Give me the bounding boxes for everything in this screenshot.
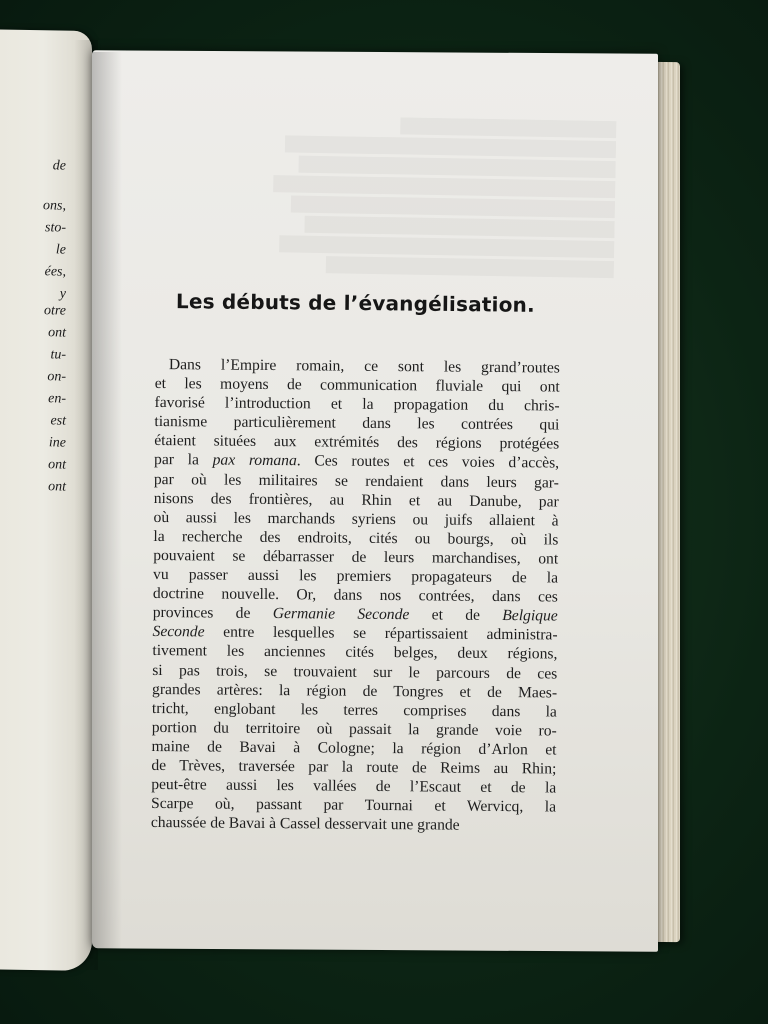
show-through-text <box>254 115 617 291</box>
left-page-fragment: otre <box>43 303 66 319</box>
body-line: par la pax romana. Ces routes et ces voies d’accès, <box>154 451 560 472</box>
body-paragraph <box>151 355 560 836</box>
right-gutter-shadow <box>92 52 122 950</box>
body-line: favorisé l’introduction et la propagation du chris- <box>154 394 560 415</box>
body-line: chaussée de Bavai à Cassel desservait une grande <box>150 814 460 834</box>
body-line: tivement les anciennes cités belges, deux régions, <box>152 642 558 663</box>
body-line: nisons des frontières, au Rhin et au Danube, par <box>153 489 559 511</box>
body-line: vu passer aussi les premiers propagateurs de la <box>153 566 559 587</box>
left-page-fragment: on- <box>47 369 66 385</box>
body-line: tricht, englobant les terres comprises dans la <box>151 699 557 721</box>
body-line: provinces de Germanie Seconde et de Belgique <box>152 604 558 625</box>
left-page-fragment: ine <box>48 435 66 451</box>
body-line: si pas trois, se trouvaient sur le parcours de ces <box>152 661 558 683</box>
body-line: maine de Bavai à Cologne; la région d’Arlon et <box>151 737 557 759</box>
left-page-fragment: ées, <box>44 264 66 280</box>
body-line: pouvaient se débarrasser de leurs marchandises, ont <box>153 546 559 568</box>
body-line: tianisme particulièrement dans les contrées qui <box>154 413 560 434</box>
left-page-fragment: ont <box>48 479 66 495</box>
left-page-fragment: sto- <box>45 220 66 236</box>
body-line: grandes artères: la région de Tongres et de Maes- <box>152 680 558 702</box>
left-page-fragment: le <box>55 242 66 258</box>
left-page-fragment: ont <box>48 325 66 341</box>
left-page-fragment: y <box>59 286 66 302</box>
body-line: de Trèves, traversée par la route de Reims au Rhin; <box>151 756 557 778</box>
left-page-fragment: en- <box>48 391 66 407</box>
body-line: Dans l’Empire romain, ce sont les grand’routes <box>168 356 560 377</box>
body-line: doctrine nouvelle. Or, dans nos contrées, dans ces <box>152 585 558 606</box>
body-line: Scarpe où, passant par Tournai et Wervicq, la <box>151 795 557 816</box>
left-page-fragment: ons, <box>43 198 66 214</box>
left-page-fragment: ont <box>48 457 66 473</box>
left-page-fragment: de <box>52 158 66 174</box>
body-line: étaient situées aux extrémités des régions protégées <box>154 432 560 453</box>
body-line: par où les militaires se rendaient dans leurs gar- <box>153 470 559 492</box>
body-line: la recherche des endroits, cités ou bourgs, où ils <box>153 527 559 549</box>
body-line: portion du territoire où passait la grande voie ro- <box>151 718 557 740</box>
body-line: peut-être aussi les vallées de l’Escaut et de la <box>151 776 557 797</box>
left-page-fragment: tu- <box>50 347 66 363</box>
chapter-heading: Les débuts de l’évangélisation. <box>175 289 535 317</box>
body-line: Seconde entre lesquelles se répartissaient administra- <box>152 623 558 644</box>
body-line: et les moyens de communication fluviale qui ont <box>154 375 560 396</box>
left-page-fragment: est <box>50 413 66 429</box>
body-line: où aussi les marchands syriens ou juifs allaient à <box>153 508 559 530</box>
